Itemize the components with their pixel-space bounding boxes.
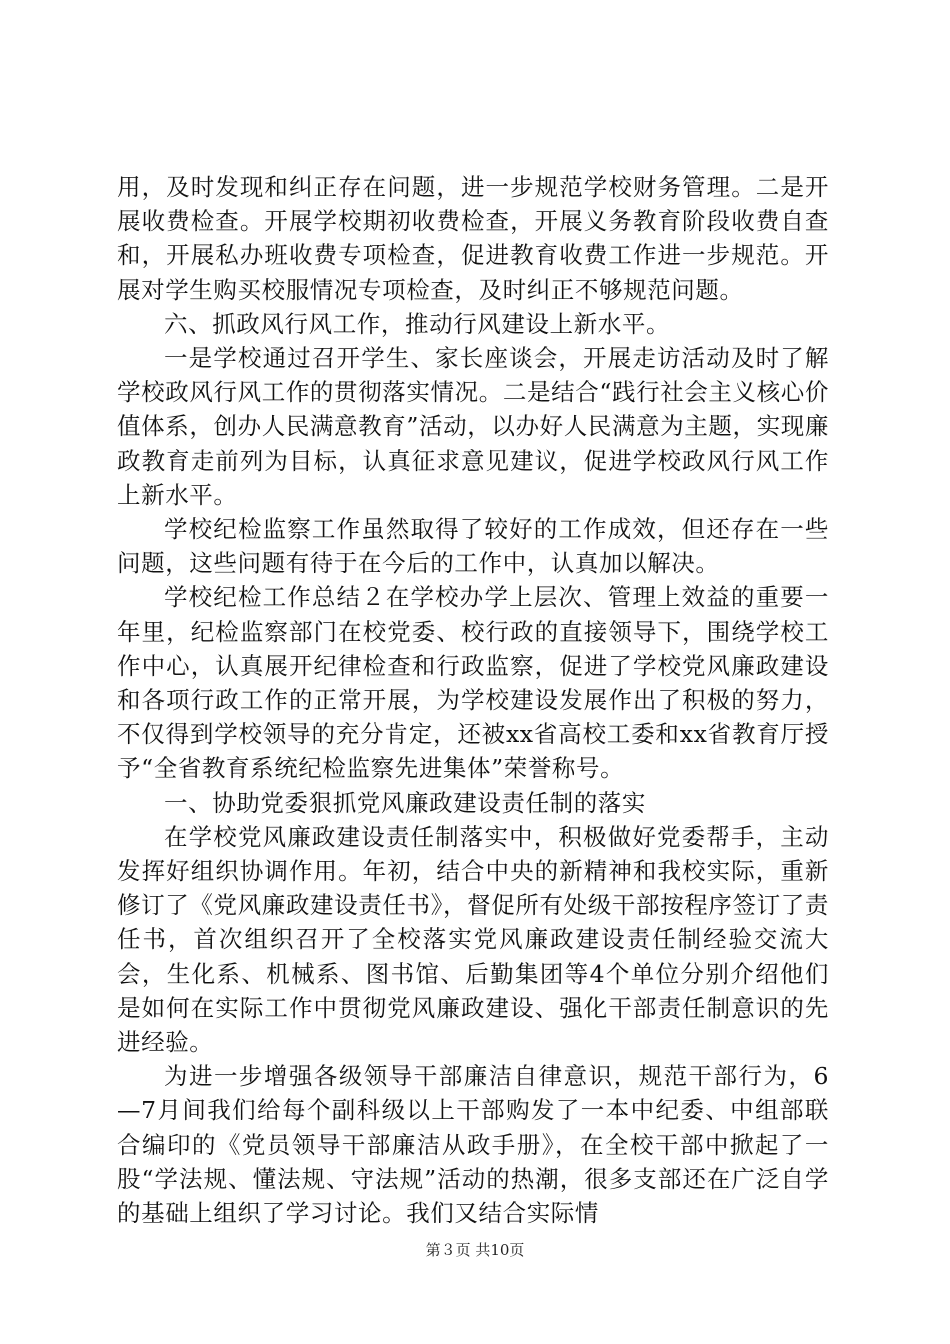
paragraph-work-style: 一是学校通过召开学生、家长座谈会，开展走访活动及时了解学校政风行风工作的贯彻落实情况。二是结合“践行社会主义核心价值体系，创办人民满意教育”活动，以办好人民满意为主题，实现廉政教育走前列为目标，认真征求意见建议，促进学校政风行风工作上新水平。 <box>117 344 829 509</box>
paragraph-summary-two: 学校纪检工作总结２在学校办学上层次、管理上效益的重要一年里，纪检监察部门在校党委、校行政的直接领导下，围绕学校工作中心，认真展开纪律检查和行政监察，促进了学校党风廉政建设和各项行政工作的正常开展，为学校建设发展作出了积极的努力，不仅得到学校领导的充分肯定，还被xx省高校工委和xx省教育厅授予“全省教育系统纪检监察先进集体”荣誉称号。 <box>117 583 829 783</box>
heading-section-one: 一、协助党委狠抓党风廉政建设责任制的落实 <box>164 788 646 817</box>
paragraph-finance-check: 用，及时发现和纠正存在问题，进一步规范学校财务管理。二是开展收费检查。开展学校期初收费检查，开展义务教育阶段收费自查和，开展私办班收费专项检查，促进教育收费工作进一步规范。开展对学生购买校服情况专项检查，及时纠正不够规范问题。 <box>117 173 829 304</box>
heading-section-six: 六、抓政风行风工作，推动行风建设上新水平。 <box>164 309 671 338</box>
paragraph-self-discipline: 为进一步增强各级领导干部廉洁自律意识，规范干部行为，6—7月间我们给每个副科级以上干部购发了一本中纪委、中组部联合编印的《党员领导干部廉洁从政手册》，在全校干部中掀起了一股“学法规、懂法规、守法规”活动的热潮，很多支部还在广泛自学的基础上组织了学习讨论。我们又结合实际情 <box>117 1062 829 1228</box>
document-body <box>117 170 829 1230</box>
paragraph-remaining-issues: 学校纪检监察工作虽然取得了较好的工作成效，但还存在一些问题，这些问题有待于在今后的工作中，认真加以解决。 <box>117 515 829 578</box>
paragraph-responsibility: 在学校党风廉政建设责任制落实中，积极做好党委帮手，主动发挥好组织协调作用。年初，结合中央的新精神和我校实际，重新修订了《党风廉政建设责任书》，督促所有处级干部按程序签订了责任书，首次组织召开了全校落实党风廉政建设责任制经验交流大会，生化系、机械系、图书馆、后勤集团等4个单位分别介绍他们是如何在实际工作中贯彻党风廉政建设、强化干部责任制意识的先进经验。 <box>117 822 829 1057</box>
page-footer: 第３页 共10页 <box>425 1241 525 1259</box>
